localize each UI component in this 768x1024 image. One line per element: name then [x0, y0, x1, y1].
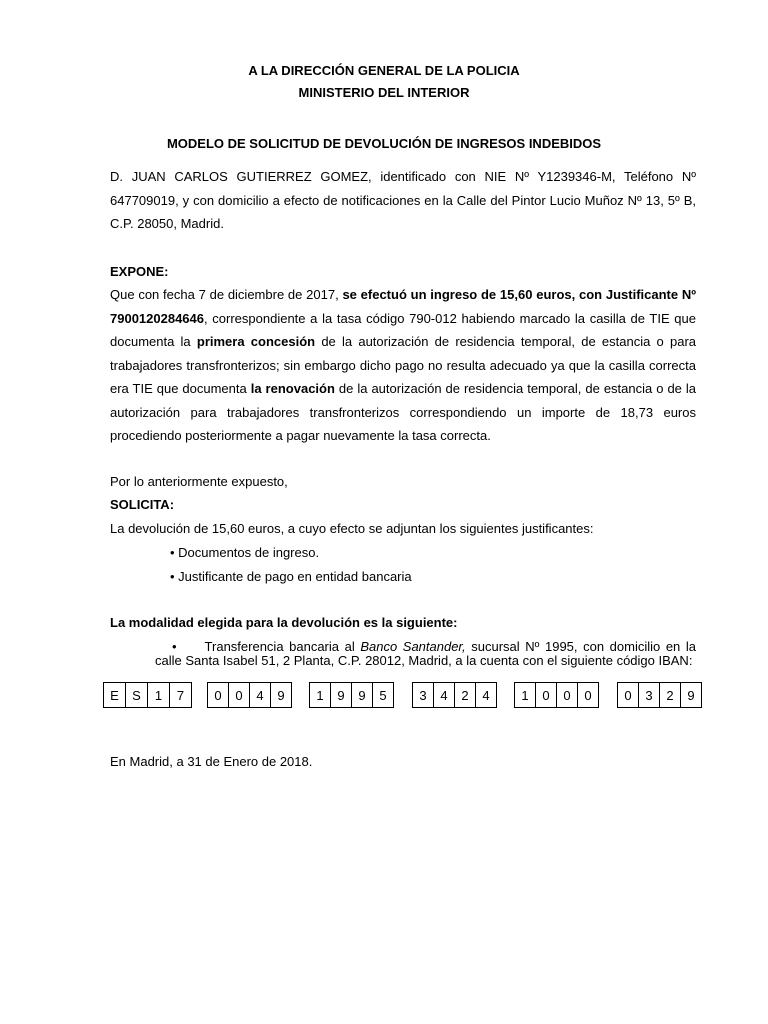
expone-bold-1: se efectuó un ingreso de 15,60 euros, con Justificante Nº 7900120284646	[110, 287, 696, 326]
iban-group-1	[103, 682, 192, 708]
solicita-heading: SOLICITA:	[110, 497, 175, 512]
iban-digit: 1	[148, 683, 170, 707]
iban-digit: 1	[515, 683, 536, 707]
iban-digit: 4	[434, 683, 455, 707]
expone-text-2: , correspondiente a la tasa código 790-012 habiendo marcado la casilla de TIE que documenta la	[110, 310, 696, 349]
iban-digit: 0	[536, 683, 557, 707]
iban-digit: 0	[229, 683, 250, 707]
iban-digit: 4	[476, 683, 497, 707]
solicita-text: La devolución de 15,60 euros, a cuyo efecto se adjuntan los siguientes justificantes:	[110, 521, 594, 536]
expone-bold-2: primera concesión	[196, 334, 316, 349]
expone-heading: EXPONE:	[110, 264, 169, 279]
bullet-icon: •	[170, 545, 179, 560]
expone-text-1: Que con fecha 7 de diciembre de 2017,	[110, 287, 343, 302]
iban-digit: 9	[681, 683, 702, 707]
header-line-2: MINISTERIO DEL INTERIOR	[298, 85, 470, 100]
modalidad-heading: La modalidad elegida para la devolución es la siguiente:	[110, 615, 458, 630]
list-item	[170, 545, 319, 560]
iban-digit: 5	[373, 683, 394, 707]
iban-digit: 9	[271, 683, 292, 707]
iban-group-3	[309, 682, 394, 708]
iban-digit: 2	[455, 683, 476, 707]
iban-digit: 0	[578, 683, 599, 707]
iban-digit: E	[104, 683, 126, 707]
iban-digit: S	[126, 683, 148, 707]
iban-group-5	[514, 682, 599, 708]
iban-digit: 1	[310, 683, 331, 707]
iban-group-4	[412, 682, 497, 708]
iban-digit: 0	[208, 683, 229, 707]
list-item-text: Documentos de ingreso.	[178, 545, 320, 560]
iban-digit: 9	[352, 683, 373, 707]
iban-digit: 0	[557, 683, 578, 707]
iban-digit: 9	[331, 683, 352, 707]
bullet-icon: •	[170, 569, 179, 584]
expone-text-4: de la autorización de residencia temporal, de estancia o de la autorización para trabajadores transfronterizos correspondiendo un importe de 18,73 euros procediendo posteriormente a pagar nuevamente la tasa correcta.	[110, 381, 697, 443]
iban-digit: 3	[413, 683, 434, 707]
modalidad-text-1: Transferencia bancaria al	[204, 639, 361, 654]
header-line-1: A LA DIRECCIÓN GENERAL DE LA POLICIA	[248, 63, 520, 78]
intro-paragraph: D. JUAN CARLOS GUTIERREZ GOMEZ, identificado con NIE Nº Y1239346-M, Teléfono Nº 647709019, y con domicilio a efecto de notificaciones en la Calle del Pintor Lucio Muñoz Nº 13, 5º B, C.P. 28050, Madrid.	[110, 169, 696, 231]
expone-text-3: de la autorización de residencia temporal, de estancia o para trabajadores transfronterizos; sin embargo dicho pago no resulta adecuado ya que la casilla correcta era TIE que documenta	[110, 334, 697, 396]
list-item	[170, 569, 412, 584]
iban-group-6	[617, 682, 702, 708]
expone-paragraph	[110, 283, 696, 448]
iban-digit: 0	[618, 683, 639, 707]
modalidad-bullet	[155, 639, 696, 654]
solicita-preface: Por lo anteriormente expuesto,	[110, 474, 288, 489]
bank-name: Banco Santander,	[360, 639, 466, 654]
list-item-text: Justificante de pago en entidad bancaria	[178, 569, 412, 584]
closing-date: En Madrid, a 31 de Enero de 2018.	[110, 754, 313, 769]
iban-digit: 2	[660, 683, 681, 707]
modalidad-text-2: sucursal Nº 1995, con domicilio en la	[465, 639, 697, 654]
expone-bold-3: la renovación	[250, 381, 335, 396]
document-title: MODELO DE SOLICITUD DE DEVOLUCIÓN DE INGRESOS INDEBIDOS	[166, 136, 602, 151]
modalidad-line-2: calle Santa Isabel 51, 2 Planta, C.P. 28012, Madrid, a la cuenta con el siguiente código IBAN:	[155, 653, 693, 668]
iban-group-2	[207, 682, 292, 708]
iban-digit: 7	[170, 683, 192, 707]
bullet-icon: •	[172, 639, 177, 654]
iban-digit: 3	[639, 683, 660, 707]
iban-digit: 4	[250, 683, 271, 707]
